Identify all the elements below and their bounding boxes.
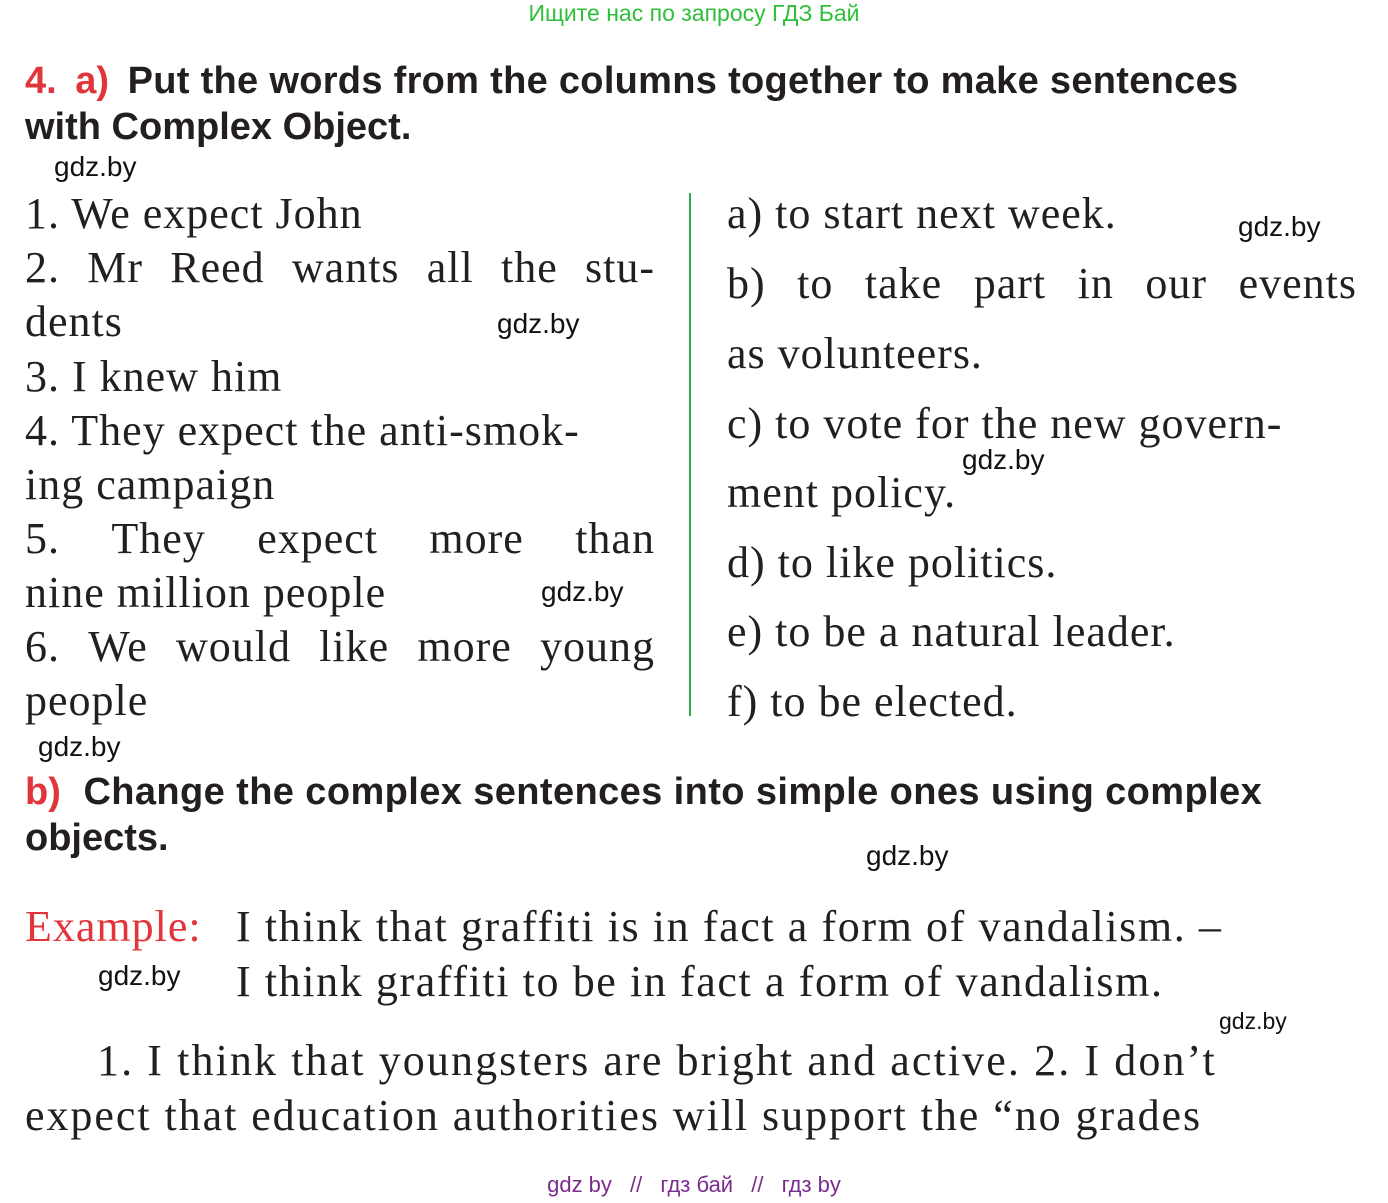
word: Reed [170, 243, 265, 292]
task-a-heading-line1 [25, 58, 1239, 104]
top-banner: Ищите нас по запросу ГДЗ Бай [528, 0, 860, 26]
left-item-3: 3. I knew him [25, 352, 283, 401]
right-item-b-line1 [727, 258, 1357, 309]
right-item-e: e) to be a natural leader. [727, 607, 1176, 656]
task-a-instruction: Put the words from the columns together to make sentences [127, 60, 1239, 102]
left-item-1: 1. We expect John [25, 189, 363, 238]
right-item-c-line1: c) to vote for the new govern- [727, 399, 1283, 448]
left-item-2-line2: dents [25, 297, 123, 346]
right-item-f: f) to be elected. [727, 677, 1018, 726]
word: stu- [585, 243, 655, 292]
example-label: Example: [25, 902, 202, 951]
footer-link-gdz-by: gdz by [547, 1172, 612, 1197]
task-a-letter: a) [75, 60, 110, 102]
footer-link-gdz-bai: гдз бай [660, 1172, 734, 1197]
left-item-4-line2: ing campaign [25, 460, 276, 509]
task-b-heading-line2: objects. [25, 817, 169, 859]
word: to [797, 259, 834, 308]
footer [0, 1172, 1388, 1198]
task-b-letter: b) [25, 771, 61, 813]
word: more [429, 514, 524, 563]
task-number: 4. [25, 60, 57, 102]
right-item-d: d) to like politics. [727, 538, 1058, 587]
word: Mr [87, 243, 144, 292]
watermark: gdz.by [1238, 211, 1321, 242]
right-item-a: a) to start next week. [727, 189, 1117, 238]
watermark: gdz.by [866, 840, 949, 871]
left-item-2-line1 [25, 242, 655, 293]
task-b-heading-line1 [25, 769, 1262, 815]
left-item-4-line1: 4. They expect the anti-smok- [25, 406, 580, 455]
word: our [1145, 259, 1208, 308]
right-item-b-line2: as volunteers. [727, 329, 983, 378]
column-divider [689, 193, 691, 716]
example-line1: I think that graffiti is in fact a form of vandalism. – [236, 902, 1223, 951]
word: 2. [25, 243, 60, 292]
word: in [1077, 259, 1114, 308]
word: b) [727, 259, 766, 308]
left-item-5-line2: nine million people [25, 568, 387, 617]
word: take [864, 259, 943, 308]
word: events [1238, 259, 1357, 308]
word: wants [291, 243, 400, 292]
word: expect [257, 514, 378, 563]
example-line2: I think graffiti to be in fact a form of vandalism. [236, 957, 1164, 1006]
watermark: gdz.by [54, 151, 137, 182]
word: would [175, 622, 291, 671]
word: young [539, 622, 655, 671]
watermark: gdz.by [497, 308, 580, 339]
watermark: gdz.by [38, 731, 121, 762]
task-a-heading-line2: with Complex Object. [25, 106, 412, 148]
word: 5. [25, 514, 60, 563]
word: like [319, 622, 390, 671]
left-item-5-line1 [25, 513, 655, 564]
watermark: gdz.by [98, 960, 181, 991]
right-item-c-line2: ment policy. [727, 468, 957, 517]
left-item-6-line1 [25, 621, 655, 672]
watermark: gdz.by [1219, 1008, 1287, 1034]
exercise-line2: expect that education authorities will support the “no grades [25, 1091, 1203, 1140]
word: part [973, 259, 1047, 308]
word: We [88, 622, 148, 671]
watermark: gdz.by [962, 444, 1045, 475]
word: more [417, 622, 512, 671]
word: all [426, 243, 474, 292]
word: the [501, 243, 558, 292]
word: 6. [25, 622, 60, 671]
exercise-line1: 1. I think that youngsters are bright and active. 2. I don’t [97, 1036, 1217, 1085]
word: than [575, 514, 655, 563]
footer-link-gdz-by-ru: гдз by [781, 1172, 841, 1197]
footer-separator: // [751, 1172, 764, 1197]
left-item-6-line2: people [25, 676, 149, 725]
task-b-instruction: Change the complex sentences into simple ones using complex [83, 771, 1263, 813]
word: They [111, 514, 206, 563]
footer-separator: // [630, 1172, 643, 1197]
watermark: gdz.by [541, 576, 624, 607]
